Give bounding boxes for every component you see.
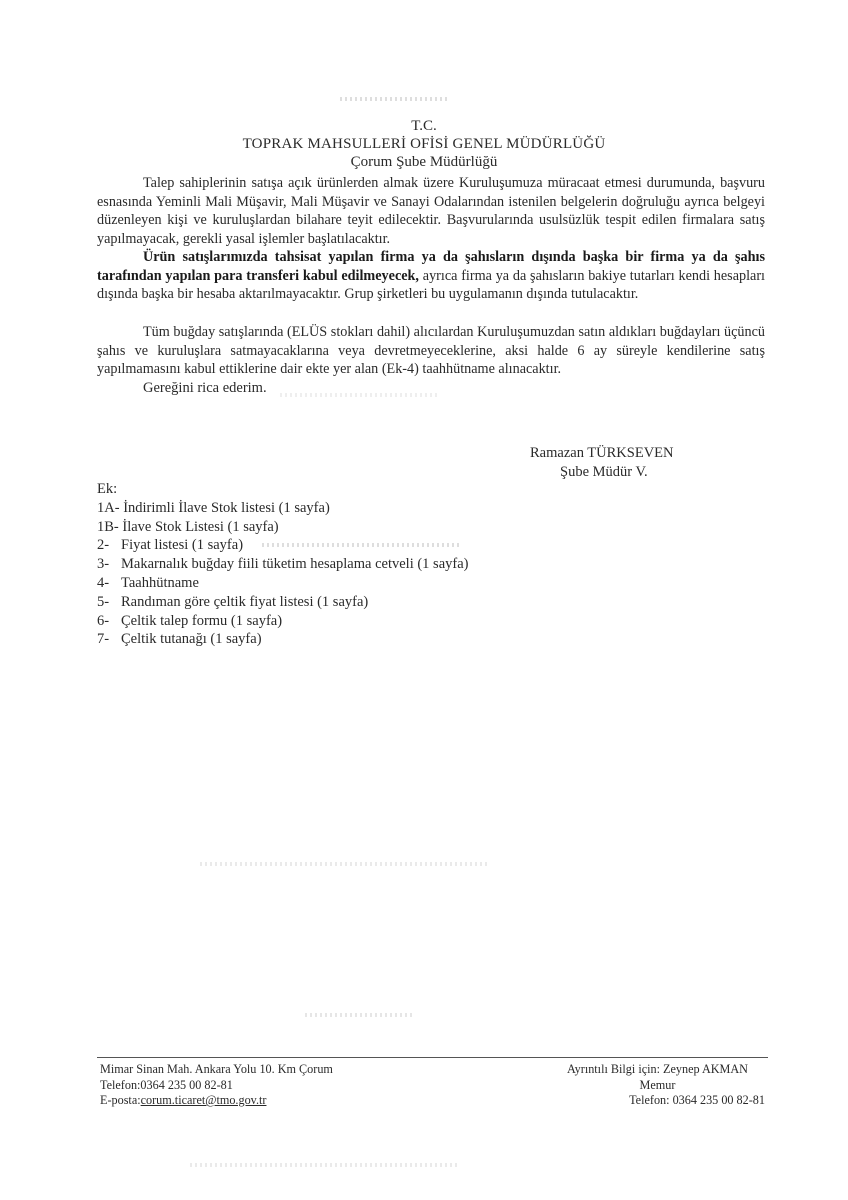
paragraph-2-bold: Ürün satışlarımızda tahsisat yapılan firma ya da şahısların dışında başka bir firma ya da şahıs tarafından yapılan para transferi kabul edilmeyecek, [97,249,765,284]
attachment-item [97,499,468,518]
attachment-number: 6- [97,612,110,629]
attachments-heading: Ek: [97,481,118,497]
attachment-text: Fiyat listesi (1 sayfa) [121,537,244,554]
footer-email-link[interactable]: corum.ticaret@tmo.gov.tr [140,1093,267,1107]
attachment-number: 1A- [97,499,120,516]
scan-artifact [200,862,490,866]
attachment-number: 1B- [97,518,119,535]
scan-artifact [190,1163,460,1167]
attachment-item [97,593,468,612]
attachment-number: 4- [97,574,110,591]
paragraph-3 [97,323,765,379]
paragraph-1 [97,174,765,248]
scan-artifact [340,97,450,101]
attachment-item [97,630,468,649]
footer-divider [97,1057,768,1058]
attachment-text: İlave Stok Listesi (1 sayfa) [122,518,279,535]
signature-block [530,444,690,482]
header-tc: T.C. [411,118,437,134]
attachment-item [97,574,468,593]
attachments-list [97,480,468,649]
attachment-number: 3- [97,556,110,573]
paragraph-3-text: Tüm buğday satışlarında (ELÜS stokları dahil) alıcılardan Kuruluşumuzdan satın aldıkları buğdayları üçüncü şahıs ve kuruluşlara satmayacaklarına veya devretmeyeceklerine, aksi halde 6 ay süreyle kendilerine satış yapılmamasını kabul ettiklerine dair ekte yer alan (Ek-4) taahhütname alınacaktır. [97,324,765,378]
footer-contact-heading: Ayrıntılı Bilgi için: Zeynep AKMAN [566,1062,748,1076]
attachment-text: Randıman göre çeltik fiyat listesi (1 sayfa) [121,593,369,610]
scan-artifact [305,1013,415,1017]
attachment-number: 2- [97,537,110,554]
footer-contact-role: Memur [639,1077,676,1092]
attachment-item [97,536,468,555]
footer-address: Mimar Sinan Mah. Ankara Yolu 10. Km Çorum [100,1062,333,1076]
attachment-text: Çeltik tutanağı (1 sayfa) [121,631,262,648]
scan-artifact [280,393,440,397]
attachment-text: Taahhütname [121,574,199,591]
paragraph-2 [97,248,765,304]
attachment-item [97,612,468,631]
footer-phone: Telefon:0364 235 00 82-81 [100,1077,233,1092]
footer-contact-phone: Telefon: 0364 235 00 82-81 [629,1093,765,1107]
attachment-text: Çeltik talep formu (1 sayfa) [121,612,283,629]
footer-email-line [100,1093,333,1109]
header-branch: Çorum Şube Müdürlüğü [350,154,498,170]
attachment-number: 7- [97,631,110,648]
attachment-item [97,518,468,537]
closing-text: Gereğini rica ederim. [143,380,267,396]
footer-email-label: E-posta: [100,1093,141,1107]
attachment-text: Makarnalık buğday fiili tüketim hesaplama cetveli (1 sayfa) [121,556,469,573]
attachment-number: 5- [97,593,110,610]
paragraph-2-text: ayrıca firma ya da şahısların bakiye tutarları kendi hesapları dışında başka bir hesaba aktarılmayacaktır. Grup şirketleri bu uygulamanın dışında tutulacaktır. [97,267,765,303]
footer-contact-block [540,1062,775,1109]
attachment-text: İndirimli İlave Stok listesi (1 sayfa) [123,499,330,516]
signer-name: Ramazan TÜRKSEVEN [530,445,674,461]
paragraph-1-text: Talep sahiplerinin satışa açık ürünlerden almak üzere Kuruluşumuza müracaat etmesi durumunda, başvuru esnasında Yeminli Mali Müşavir, Mali Müşavir ve Sanayi Odalarından istenilen belgelerin doğruluğu ayrıca belgeyi düzenleyen kişi ve kuruluşlardan bilahare teyit edilecektir. Başvurularında usulsüzlük tespit edilen firmalara satış yapılmayacak, gerekli yasal işlemler başlatılacaktır. [97,175,765,247]
footer-address-block [100,1062,333,1109]
attachment-item [97,555,468,574]
header-institution: TOPRAK MAHSULLERİ OFİSİ GENEL MÜDÜRLÜĞÜ [242,136,606,152]
signer-title: Şube Müdür V. [560,464,648,480]
